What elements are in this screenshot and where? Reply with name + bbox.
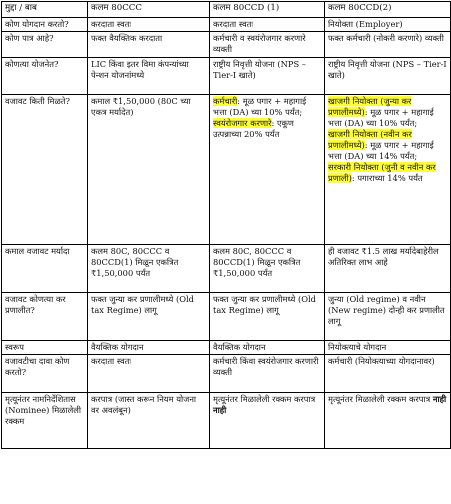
row-label: कोणत्या योजनेत?	[2, 58, 88, 95]
table-row	[2, 32, 451, 58]
row-label: कोण योगदान करतो?	[2, 18, 88, 32]
cell-80ccc: करदाता स्वतः	[88, 18, 210, 32]
cell-80ccc: फक्त जुन्या कर प्रणालीमध्ये (Old tax Regime) लागू	[88, 293, 210, 341]
table-row	[2, 245, 451, 293]
row-label: कमाल वजावट मर्यादा	[2, 245, 88, 293]
table-row	[2, 393, 451, 449]
row-label: वजावट कोणत्या कर प्रणालीत?	[2, 293, 88, 341]
cell-80ccd1: करदाता स्वतः	[210, 18, 325, 32]
table-row	[2, 18, 451, 32]
table-row	[2, 293, 451, 341]
employee-text: : मूळ पगार + महागाई भत्ता (DA) च्या 10% पर्यंत;	[213, 96, 307, 117]
private-new-text: : मूळ पगार + महागाई भत्ता (DA) च्या 14% पर्यंत;	[328, 140, 434, 161]
cell-80ccd1: वैयक्तिक योगदान	[210, 341, 325, 355]
header-issue: मुद्दा / बाब	[2, 2, 88, 18]
self-employed-highlight: स्वयंरोजगार करणारे	[213, 118, 272, 128]
private-old-text: : मूळ पगार + महागाई भत्ता (DA) च्या 10% पर्यंत;	[328, 107, 434, 128]
self-employed-text: : एकूण उत्पन्नाच्या 20% पर्यंत	[213, 118, 294, 139]
header-80ccc: कलम 80CCC	[88, 2, 210, 18]
nominee-bold: नाही	[213, 405, 227, 415]
row-label: वजावटीचा दावा कोण करतो?	[2, 355, 88, 393]
cell-80ccd1: कलम 80C, 80CCC व 80CCD(1) मिळून एकत्रित ₹1,50,000 पर्यंत	[210, 245, 325, 293]
row-label: स्वरूप	[2, 341, 88, 355]
table-row	[2, 355, 451, 393]
cell-80ccd2: फक्त कर्मचारी (नोकरी करणारे) व्यक्ती	[325, 32, 451, 58]
nominee-text: मृत्यूनंतर मिळालेली रक्कम करपात्र	[328, 394, 433, 404]
nominee-text: मृत्यूनंतर मिळालेली रक्कम करपात्र	[213, 394, 316, 404]
row-label: मृत्यूनंतर नामनिर्देशितास (Nominee) मिळालेली रक्कम	[2, 393, 88, 449]
cell-80ccd2	[325, 95, 451, 245]
cell-80ccd1: कर्मचारी व स्वयंरोजगार करणारे व्यक्ती	[210, 32, 325, 58]
cell-80ccc: करपात्र (जास्त करून नियम योजना वर अवलंबून)	[88, 393, 210, 449]
cell-80ccd2: नियोक्ता (Employer)	[325, 18, 451, 32]
cell-80ccc: वैयक्तिक योगदान	[88, 341, 210, 355]
cell-80ccd2: जुन्या (Old regime) व नवीन (New regime) दोन्ही कर प्रणालीत लागू	[325, 293, 451, 341]
nominee-bold: नाही	[432, 394, 447, 404]
cell-80ccd2: कर्मचारी (नियोक्त्याच्या योगदानावर)	[325, 355, 451, 393]
cell-80ccc: कमाल ₹1,50,000 (80C च्या एकत्र मर्यादेत)	[88, 95, 210, 245]
employee-highlight: कर्मचारी	[213, 96, 238, 106]
private-old-highlight: खाजगी नियोक्ता (जुन्या कर प्रणालीमध्ये)	[328, 96, 412, 117]
cell-80ccd2: ही वजावट ₹1.5 लाख मर्यादेबाहेरील अतिरिक्त लाभ आहे	[325, 245, 451, 293]
table-row	[2, 341, 451, 355]
row-label: कोण पात्र आहे?	[2, 32, 88, 58]
cell-80ccd2	[325, 393, 451, 449]
row-label: वजावट किती मिळते?	[2, 95, 88, 245]
private-new-highlight: खाजगी नियोक्ता (नवीन कर प्रणालीमध्ये)	[328, 129, 412, 150]
cell-80ccd1: राष्ट्रीय निवृत्ती योजना (NPS – Tier-I खाते)	[210, 58, 325, 95]
header-80ccd2: कलम 80CCD(2)	[325, 2, 451, 18]
cell-80ccc: करदाता स्वतः	[88, 355, 210, 393]
cell-80ccd1: फक्त जुन्या कर प्रणालीमध्ये (Old tax Regime) लागू	[210, 293, 325, 341]
cell-80ccc: कलम 80C, 80CCC व 80CCD(1) मिळून एकत्रित ₹1,50,000 पर्यंत	[88, 245, 210, 293]
cell-80ccc: फक्त वैयक्तिक करदाता	[88, 32, 210, 58]
cell-80ccd2: नियोक्त्याचे योगदान	[325, 341, 451, 355]
cell-80ccd1	[210, 393, 325, 449]
cell-80ccc: LIC किंवा इतर विमा कंपन्यांच्या पेन्शन योजनांमध्ये	[88, 58, 210, 95]
cell-80ccd1: कर्मचारी किंवा स्वयंरोजगार करणारी व्यक्ती	[210, 355, 325, 393]
comparison-table	[1, 1, 451, 449]
header-80ccd1: कलम 80CCD (1)	[210, 2, 325, 18]
table-row	[2, 95, 451, 245]
cell-80ccd1	[210, 95, 325, 245]
cell-80ccd2: राष्ट्रीय निवृत्ती योजना (NPS – Tier-I खाते)	[325, 58, 451, 95]
header-row	[2, 2, 451, 18]
table-row	[2, 58, 451, 95]
government-highlight: सरकारी नियोक्ता (जुनी व नवीन कर प्रणाली)	[328, 162, 436, 183]
government-text: : पगाराच्या 14% पर्यंत	[351, 173, 423, 183]
